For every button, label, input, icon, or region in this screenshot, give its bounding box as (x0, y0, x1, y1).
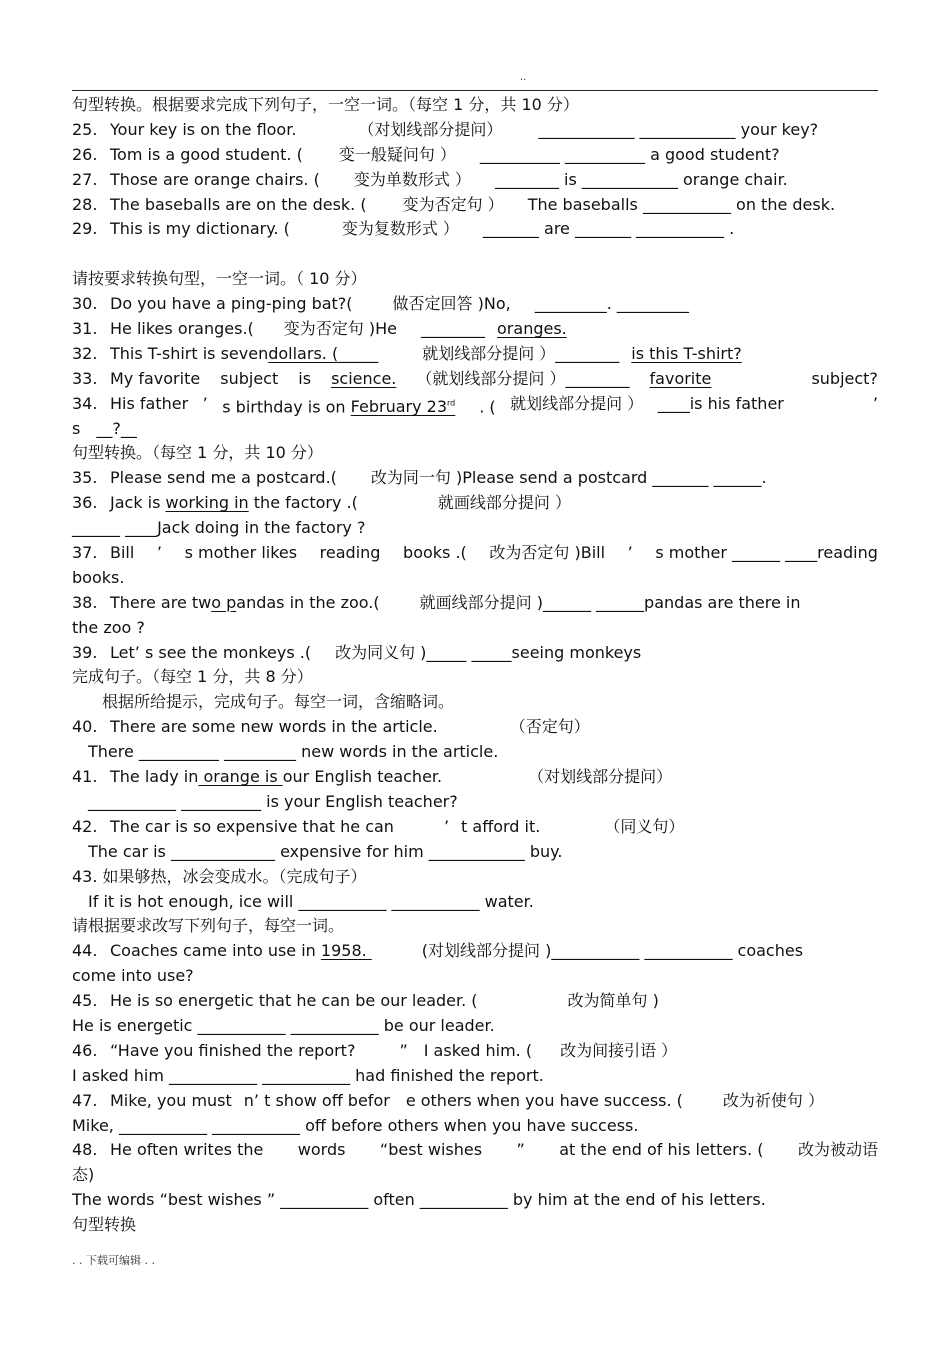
section-instruction: 根据所给提示，完成句子。每空一词，含缩略词。 (102, 692, 455, 712)
question-30: 30. Do you have a ping-ping bat?( 做否定回答 )No, _________. _________ (72, 294, 689, 314)
question-48-cont: 态) (72, 1165, 95, 1185)
question-40-answer: There __________ _________ new words in the article. (88, 742, 499, 762)
header-dots: .. (520, 72, 527, 83)
question-27: 27. Those are orange chairs. ( 变为单数形式 ） ________ is ____________ orange chair. (72, 169, 788, 189)
question-44: 44. Coaches came into use in 1958. (对划线部分提问 )___________ ___________ coaches (72, 941, 804, 961)
section-heading-6: 句型转换 (72, 1215, 137, 1235)
question-42-answer: The car is _____________ expensive for him ____________ buy. (88, 841, 563, 861)
question-37: 37. Bill ’ s mother likes reading books .( 改为否定句 )Bill ’ s mother ______ ____reading (72, 543, 878, 563)
question-41: 41. The lady in orange is our English teacher. （对划线部分提问） (72, 767, 673, 787)
question-47-answer: Mike, ___________ ___________ off before others when you have success. (72, 1115, 639, 1135)
question-48-answer: The words “best wishes ” ___________ often ___________ by him at the end of his letters. (72, 1190, 766, 1210)
section-heading-3: 句型转换。（每空 1 分，共 10 分） (72, 443, 323, 463)
question-31: 31. He likes oranges.( 变为否定句 )He ________ oranges. (72, 319, 567, 339)
worksheet (72, 93, 878, 1238)
question-26: 26. Tom is a good student. ( 变一般疑问句 ） __________ __________ a good student? (72, 144, 780, 164)
section-heading-1: 句型转换。根据要求完成下列句子，一空一词。（每空 1 分，共 10 分） (72, 95, 579, 114)
spacer (72, 242, 878, 267)
question-34: 34. His father ’ s birthday is on February 23rd . ( 就划线部分提问 ） ____is his father ’ (72, 393, 878, 417)
question-38: 38. There are two pandas in the zoo.( 就画线部分提问 )______ ______pandas are there in (72, 592, 801, 612)
question-37-cont: books. (72, 567, 125, 587)
question-25: 25. Your key is on the floor. （对划线部分提问） ____________ ____________ your key? (72, 119, 819, 139)
question-39: 39. Let’ s see the monkeys .( 改为同义句 )_____ _____seeing monkeys (72, 642, 642, 662)
section-heading-5: 请根据要求改写下列句子，每空一词。 (72, 916, 345, 936)
question-33: 33. My favorite subject is science. （就划线部分提问 ）________ favorite subject? (72, 368, 878, 388)
question-41-answer: ___________ __________ is your English teacher? (88, 791, 458, 811)
question-38-cont: the zoo ? (72, 617, 145, 637)
section-heading-4: 完成句子。（每空 1 分，共 8 分） (72, 667, 313, 687)
question-46: 46. “Have you finished the report? ” I asked him. ( 改为间接引语 ） (72, 1040, 678, 1060)
question-40: 40. There are some new words in the article. （否定句） (72, 717, 590, 737)
question-42: 42. The car is so expensive that he can ’ t afford it. （同义句） (72, 816, 685, 836)
question-43: 43. 如果够热，冰会变成水。（完成句子） (72, 866, 367, 886)
question-36-cont: ______ ____Jack doing in the factory ? (72, 518, 366, 538)
header-rule (72, 90, 878, 91)
question-44-cont: come into use? (72, 966, 194, 986)
question-48: 48. He often writes the words “best wishes ” at the end of his letters. ( 改为被动语 (72, 1140, 878, 1160)
question-47: 47. Mike, you must n’ t show off befor e others when you have success. ( 改为祈使句 ） (72, 1090, 825, 1110)
question-32: 32. This T-shirt is sevendollars. (_____ 就划线部分提问 ）________ is this T-shirt? (72, 343, 742, 363)
question-34-cont: s __?__ (72, 418, 137, 438)
question-35: 35. Please send me a postcard.( 改为同一句 )Please send a postcard _______ ______. (72, 468, 767, 488)
section-heading-2: 请按要求转换句型，一空一词。（ 10 分） (72, 269, 367, 289)
question-29: 29. This is my dictionary. ( 变为复数形式 ） _______ are _______ ___________ . (72, 219, 735, 239)
question-45: 45. He is so energetic that he can be our leader. ( 改为简单句 ) (72, 991, 659, 1011)
question-46-answer: I asked him ___________ ___________ had finished the report. (72, 1065, 544, 1085)
question-45-answer: He is energetic ___________ ___________ be our leader. (72, 1015, 495, 1035)
question-28: 28. The baseballs are on the desk. ( 变为否定句 ） The baseballs ___________ on the desk. (72, 194, 836, 214)
question-43-answer: If it is hot enough, ice will ___________ ___________ water. (88, 891, 534, 911)
footer-note: . . 下载可编辑 . . (72, 1254, 155, 1267)
question-36: 36. Jack is working in the factory .( 就画线部分提问 ） (72, 493, 571, 513)
